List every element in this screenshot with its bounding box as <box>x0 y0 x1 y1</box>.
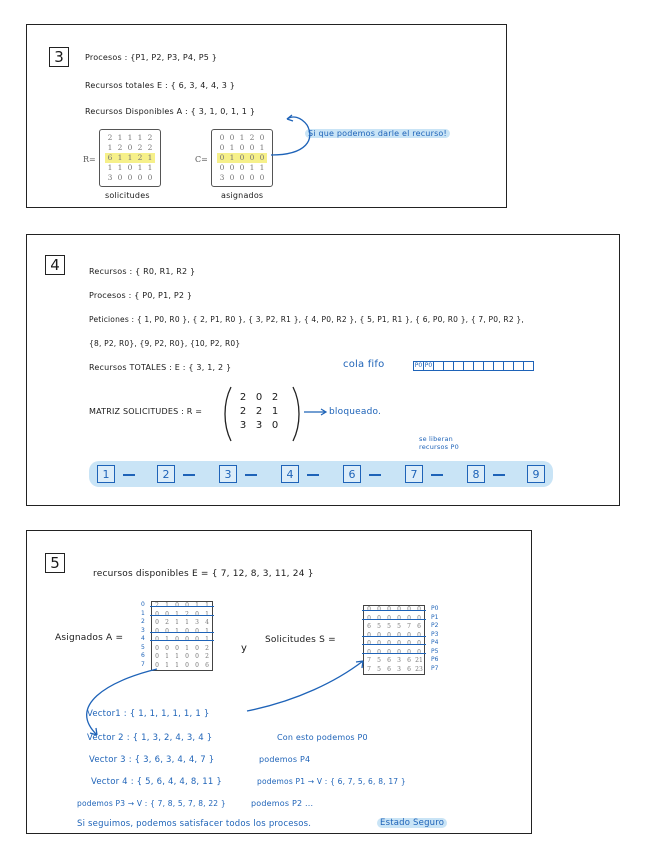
vector-2: Vector 2 : { 1, 3, 2, 4, 3, 4 } <box>87 733 213 743</box>
c-matrix-row <box>217 163 267 173</box>
s-row-label: P7 <box>431 664 439 672</box>
a-matrix-cell: 0 <box>175 644 179 652</box>
a-matrix-cell: 0 <box>155 619 159 626</box>
bloqueado-arrow <box>303 407 329 417</box>
c-matrix-cell: 0 <box>229 163 235 172</box>
c-matrix-cell: 2 <box>249 133 255 142</box>
vector-4-note: podemos P1 → V : { 6, 7, 5, 6, 8, 17 } <box>257 777 406 786</box>
s-matrix-cell: 23 <box>415 665 423 673</box>
solicitudes-matrix-cell: 1 <box>271 406 279 417</box>
a-matrix-cell: 0 <box>165 644 169 652</box>
asignados-label: Asignados A = <box>55 633 124 643</box>
a-matrix-cell: 1 <box>175 619 179 626</box>
r-matrix-cell: 1 <box>127 153 133 162</box>
r-matrix-cell: 2 <box>107 133 113 142</box>
c-matrix-cell: 3 <box>219 173 225 182</box>
fifo-cell <box>524 362 533 370</box>
s-matrix-cell: 7 <box>367 657 371 664</box>
a-matrix-cell: 0 <box>155 653 159 660</box>
s-row-label: P4 <box>431 639 439 646</box>
line-5: podemos P3 → V : { 7, 8, 5, 7, 8, 22 } <box>77 799 226 808</box>
s-matrix-row <box>364 623 424 632</box>
panel-4-number: 4 <box>45 255 65 275</box>
s-matrix-cell: 6 <box>407 657 411 664</box>
panel-5 <box>26 530 532 834</box>
r-matrix-cell: 0 <box>127 163 133 172</box>
r-matrix-cell: 3 <box>107 173 113 182</box>
s-matrix-row <box>364 640 424 649</box>
r-matrix-cell: 0 <box>127 173 133 182</box>
fifo-cell <box>504 362 514 370</box>
sequence-dash <box>307 474 319 476</box>
c-matrix-cell: 1 <box>259 143 265 152</box>
r-matrix-cell: 0 <box>117 173 123 182</box>
a-matrix-cell: 1 <box>165 661 169 669</box>
s-matrix-row <box>364 632 424 641</box>
panel-4-bloqueado: bloqueado. <box>329 407 382 417</box>
a-matrix-cell: 2 <box>165 619 169 626</box>
r-matrix-cell: 2 <box>137 143 143 152</box>
a-matrix-cell: 0 <box>185 661 189 669</box>
solicitudes-label: Solicitudes S = <box>265 635 336 645</box>
s-row-label: P5 <box>431 647 439 655</box>
solicitudes-matrix-row <box>235 419 283 433</box>
solicitudes-matrix-cell: 3 <box>255 420 263 431</box>
c-matrix-cell: 0 <box>229 173 235 182</box>
r-matrix <box>105 133 155 183</box>
r-matrix-cell: 6 <box>107 153 113 162</box>
r-matrix-cell: 0 <box>137 173 143 182</box>
c-matrix-row <box>217 133 267 143</box>
a-matrix-cell: 0 <box>155 644 159 652</box>
s-matrix-strike <box>362 644 426 645</box>
sequence-dash <box>369 474 381 476</box>
solicitudes-matrix-row <box>235 391 283 405</box>
vector-2-note: Con esto podemos P0 <box>277 733 368 742</box>
c-matrix-label: C= <box>195 155 208 164</box>
panel-5-disponibles: recursos disponibles E = { 7, 12, 8, 3, 11, 24 } <box>93 569 314 579</box>
c-matrix-cell: 0 <box>239 143 245 152</box>
fifo-queue <box>413 361 534 371</box>
r-matrix-cell: 2 <box>147 133 153 142</box>
s-matrix-cell: 3 <box>397 657 401 664</box>
s-matrix-strike <box>362 610 426 611</box>
line-5-note: podemos P2 ... <box>251 799 314 808</box>
panel-3-recursos-totales: Recursos totales E : { 6, 3, 4, 4, 3 } <box>85 81 236 90</box>
r-matrix-cell: 1 <box>147 153 153 162</box>
s-matrix-cell: 6 <box>387 657 391 664</box>
fifo-cell: P0 <box>414 362 423 369</box>
r-matrix-cell: 1 <box>147 163 153 172</box>
a-matrix-cell: 0 <box>185 653 189 660</box>
a-row-label: 0 <box>141 601 145 608</box>
sequence-box-7: 7 <box>405 465 423 483</box>
r-matrix-cell: 1 <box>127 133 133 142</box>
s-matrix-row <box>364 615 424 624</box>
fifo-cell <box>434 362 444 370</box>
sequence-dash <box>123 474 135 476</box>
vector-1: Vector1 : { 1, 1, 1, 1, 1, 1 } <box>87 709 210 719</box>
s-row-label: P1 <box>431 613 439 621</box>
a-matrix-cell: 4 <box>205 619 209 626</box>
r-matrix-row <box>105 163 155 173</box>
a-matrix-cell: 1 <box>185 619 189 626</box>
s-row-label: P0 <box>431 605 439 612</box>
r-matrix-cell: 1 <box>137 133 143 142</box>
solicitudes-matrix-row <box>235 405 283 419</box>
s-matrix-cell: 5 <box>397 623 401 630</box>
solicitudes-matrix-cell: 3 <box>239 420 247 431</box>
s-row-label: P2 <box>431 622 439 629</box>
sequence-dash <box>183 474 195 476</box>
c-matrix-cell: 1 <box>229 143 235 152</box>
conclusion: Si seguimos, podemos satisfacer todos los procesos. <box>77 819 312 829</box>
r-matrix-cell: 2 <box>147 143 153 152</box>
r-matrix-cell: 1 <box>117 133 123 142</box>
a-matrix-cell: 6 <box>205 661 209 669</box>
s-matrix-cell: 5 <box>377 657 381 664</box>
a-matrix-cell: 1 <box>175 653 179 660</box>
c-matrix-cell: 1 <box>259 163 265 172</box>
s-matrix-cell: 5 <box>387 623 391 630</box>
r-matrix-row <box>105 173 155 183</box>
c-matrix <box>217 133 267 183</box>
a-row-label: 5 <box>141 643 145 651</box>
sequence-box-9: 9 <box>527 465 545 483</box>
a-row-label: 2 <box>141 618 145 625</box>
fifo-cell <box>444 362 454 370</box>
a-row-label: 4 <box>141 635 145 642</box>
a-row-label: 6 <box>141 652 145 659</box>
s-row-label: P6 <box>431 656 439 663</box>
s-matrix-cell: 6 <box>407 665 411 673</box>
solicitudes-matrix-cell: 2 <box>239 392 247 403</box>
c-matrix-cell: 0 <box>219 163 225 172</box>
c-matrix-cell: 0 <box>239 153 245 162</box>
sequence-dash <box>245 474 257 476</box>
c-matrix-cell: 0 <box>249 143 255 152</box>
c-matrix-cell: 0 <box>219 133 225 142</box>
c-matrix-cell: 0 <box>249 173 255 182</box>
sequence-box-2: 2 <box>157 465 175 483</box>
a-row-label: 3 <box>141 626 145 634</box>
c-matrix-cell: 0 <box>249 153 255 162</box>
sequence-box-8: 8 <box>467 465 485 483</box>
c-matrix-cell: 0 <box>239 163 245 172</box>
fifo-cell <box>454 362 464 370</box>
r-matrix-label: R= <box>83 155 96 164</box>
s-matrix-strike <box>362 619 426 620</box>
sequence-box-1: 1 <box>97 465 115 483</box>
r-matrix-cell: 1 <box>117 153 123 162</box>
sequence-box-4: 4 <box>281 465 299 483</box>
panel-3-number: 3 <box>49 47 69 67</box>
a-matrix-strike <box>150 640 214 641</box>
a-matrix-cell: 1 <box>185 644 189 652</box>
panel-4 <box>26 234 620 506</box>
a-matrix-cell: 0 <box>195 661 199 669</box>
r-matrix-cell: 1 <box>107 163 113 172</box>
a-matrix-strike <box>150 615 214 616</box>
conclusion-highlight: Estado Seguro <box>377 818 447 828</box>
solicitudes-matrix <box>235 391 283 433</box>
a-matrix-cell: 2 <box>205 644 209 652</box>
a-matrix-row <box>152 611 212 620</box>
r-matrix-cell: 2 <box>117 143 123 152</box>
vector-3: Vector 3 : { 3, 6, 3, 4, 4, 7 } <box>89 755 215 765</box>
r-matrix-row <box>105 133 155 143</box>
c-matrix-row <box>217 173 267 183</box>
s-matrix-cell: 7 <box>367 665 371 673</box>
fifo-cell <box>514 362 524 370</box>
a-row-label: 7 <box>141 660 145 668</box>
a-matrix-cell: 0 <box>195 644 199 652</box>
c-matrix-cell: 1 <box>229 153 235 162</box>
a-matrix-row <box>152 602 212 611</box>
r-matrix-row <box>105 153 155 163</box>
c-matrix-cell: 0 <box>239 173 245 182</box>
solicitudes-matrix-cell: 0 <box>271 420 279 431</box>
s-matrix-cell: 5 <box>377 623 381 630</box>
panel-3-recursos-disponibles: Recursos Disponibles A : { 3, 1, 0, 1, 1 } <box>85 107 256 116</box>
s-matrix-row-labels <box>431 605 438 673</box>
c-matrix-cell: 0 <box>219 153 225 162</box>
sequence-dash <box>493 474 505 476</box>
c-matrix-cell: 1 <box>239 133 245 142</box>
a-matrix-cell: 2 <box>205 653 209 660</box>
c-matrix-row <box>217 143 267 153</box>
a-matrix-cell: 1 <box>175 661 179 669</box>
r-matrix-cell: 0 <box>147 173 153 182</box>
fifo-cell <box>494 362 504 370</box>
s-matrix-strike <box>362 636 426 637</box>
r-matrix-cell: 1 <box>117 163 123 172</box>
panel-3-procesos: Procesos : {P1, P2, P3, P4, P5 } <box>85 53 218 62</box>
a-matrix-row <box>152 628 212 637</box>
solicitudes-matrix-cell: 0 <box>255 392 263 403</box>
c-matrix-cell: 0 <box>229 133 235 142</box>
a-matrix-row <box>152 636 212 645</box>
sequence-dash <box>431 474 443 476</box>
s-matrix-cell: 6 <box>367 623 371 630</box>
c-matrix-cell: 0 <box>259 133 265 142</box>
c-matrix-cell: 0 <box>259 173 265 182</box>
a-row-label: 1 <box>141 609 145 617</box>
panel-4-matriz-label: MATRIZ SOLICITUDES : R = <box>89 407 203 416</box>
panel-4-recursos-totales: Recursos TOTALES : E : { 3, 1, 2 } <box>89 363 232 372</box>
solicitudes-matrix-cell: 2 <box>255 406 263 417</box>
c-matrix-row <box>217 153 267 163</box>
a-matrix-cell: 3 <box>195 619 199 626</box>
fifo-cell <box>484 362 494 370</box>
r-matrix-caption: solicitudes <box>105 191 150 200</box>
s-matrix-cell: 6 <box>387 665 391 673</box>
panel-3-arrow <box>267 109 317 169</box>
sequence-box-6: 6 <box>343 465 361 483</box>
panel-4-peticiones-1: Peticiones : { 1, P0, R0 }, { 2, P1, R0 }, { 3, P2, R1 }, { 4, P0, R2 }, { 5, P1, R1 }, { 6, P0, R0 }, { 7, P0, R2 }, <box>89 315 524 324</box>
panel-4-peticiones-2: {8, P2, R0}, {9, P2, R0}, {10, P2, R0} <box>89 339 241 348</box>
panel-4-cola-fifo: cola fifo <box>343 359 385 370</box>
s-matrix-cell: 3 <box>397 665 401 673</box>
a-matrix-strike <box>150 632 214 633</box>
fifo-cell <box>464 362 474 370</box>
panel-3 <box>26 24 507 208</box>
panel-5-number: 5 <box>45 553 65 573</box>
r-matrix-cell: 0 <box>127 143 133 152</box>
panel-4-procesos: Procesos : { P0, P1, P2 } <box>89 291 193 300</box>
a-matrix-cell: 1 <box>165 653 169 660</box>
a-matrix-row <box>152 619 212 628</box>
s-matrix-cell: 5 <box>377 665 381 673</box>
a-matrix-cell: 0 <box>195 653 199 660</box>
y-label: y <box>241 643 248 654</box>
r-matrix-cell: 1 <box>107 143 113 152</box>
c-matrix-cell: 1 <box>249 163 255 172</box>
a-matrix-strike <box>150 606 214 607</box>
r-matrix-cell: 1 <box>137 163 143 172</box>
fifo-cell: P0 <box>424 362 433 369</box>
r-matrix-cell: 2 <box>137 153 143 162</box>
s-row-label: P3 <box>431 630 439 638</box>
sequence-box-3: 3 <box>219 465 237 483</box>
solicitudes-matrix-cell: 2 <box>239 406 247 417</box>
s-matrix-cell: 21 <box>415 657 423 664</box>
fifo-cell <box>474 362 484 370</box>
panel-3-note: Si que podemos darle el recurso! <box>305 129 450 138</box>
s-matrix-cell: 6 <box>417 623 421 630</box>
r-matrix-row <box>105 143 155 153</box>
s-matrix-cell: 7 <box>407 623 411 630</box>
s-matrix-row <box>364 606 424 615</box>
panel-4-recursos: Recursos : { R0, R1, R2 } <box>89 267 196 276</box>
c-matrix-cell: 0 <box>219 143 225 152</box>
c-matrix-cell: 0 <box>259 153 265 162</box>
a-matrix-cell: 0 <box>155 661 159 669</box>
panel-4-note: se liberan recursos P0 <box>419 435 459 451</box>
panel-5-arrows <box>57 651 377 741</box>
c-matrix-caption: asignados <box>221 191 264 200</box>
solicitudes-matrix-cell: 2 <box>271 392 279 403</box>
vector-3-note: podemos P4 <box>259 755 311 764</box>
vector-4: Vector 4 : { 5, 6, 4, 4, 8, 11 } <box>91 777 222 787</box>
